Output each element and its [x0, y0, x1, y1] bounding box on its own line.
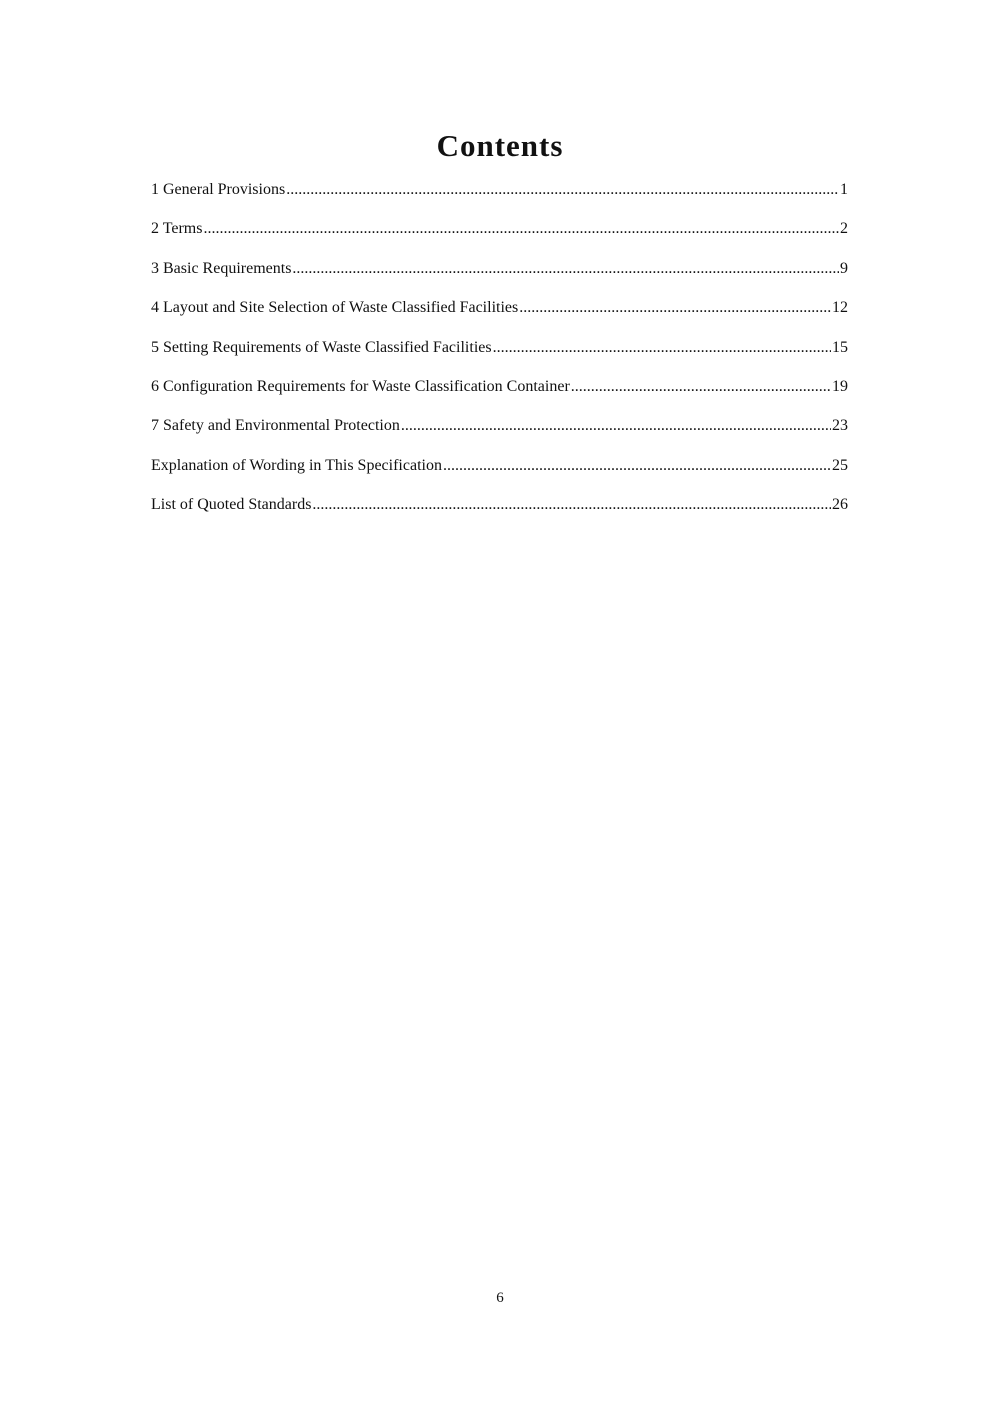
toc-dot-leader [401, 417, 831, 435]
toc-dot-leader [203, 220, 839, 238]
toc-entry[interactable] [151, 181, 848, 220]
toc-entry[interactable] [151, 457, 848, 496]
toc-dot-leader [519, 299, 831, 317]
page-number: 6 [496, 1290, 504, 1306]
toc-entry-label: 6 Configuration Requirements for Waste Classification Container [151, 377, 570, 395]
toc-entry[interactable] [151, 299, 848, 338]
toc-dot-leader [443, 457, 831, 475]
toc-entry-label: 5 Setting Requirements of Waste Classified Facilities [151, 338, 492, 356]
page-title: Contents [436, 128, 564, 163]
table-of-contents [151, 181, 848, 536]
toc-dot-leader [312, 496, 831, 514]
toc-dot-leader [493, 339, 831, 357]
toc-dot-leader [286, 181, 839, 199]
toc-entry[interactable] [151, 496, 848, 535]
toc-entry[interactable] [151, 339, 848, 378]
toc-entry-page: 9 [840, 259, 848, 277]
toc-dot-leader [571, 378, 831, 396]
toc-entry-label: 1 General Provisions [151, 181, 286, 198]
toc-entry-label: 3 Basic Requirements [151, 259, 292, 277]
toc-entry-page: 19 [832, 377, 848, 395]
toc-entry-label: 2 Terms [151, 220, 203, 238]
toc-entry[interactable] [151, 378, 848, 417]
toc-entry[interactable] [151, 260, 848, 299]
toc-entry-page: 12 [832, 299, 848, 317]
toc-entry-label: Explanation of Wording in This Specification [151, 456, 442, 474]
toc-entry-label: List of Quoted Standards [151, 496, 312, 514]
toc-entry[interactable] [151, 417, 848, 456]
toc-entry-page: 2 [840, 220, 848, 238]
toc-entry-page: 15 [832, 338, 848, 356]
toc-dot-leader [292, 260, 839, 278]
toc-entry[interactable] [151, 220, 848, 259]
toc-entry-label: 7 Safety and Environmental Protection [151, 417, 400, 435]
toc-entry-page: 25 [832, 456, 848, 474]
toc-entry-label: 4 Layout and Site Selection of Waste Classified Facilities [151, 299, 519, 317]
toc-entry-page: 1 [840, 181, 848, 198]
toc-entry-page: 26 [832, 496, 848, 514]
toc-entry-page: 23 [832, 417, 848, 435]
